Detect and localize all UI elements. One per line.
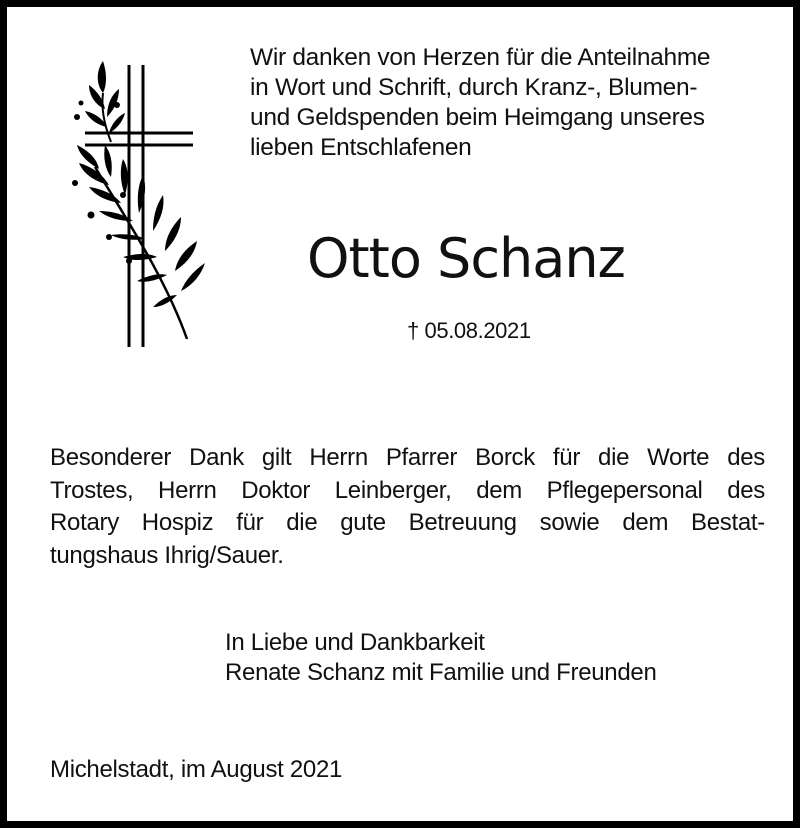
intro-line: und Geldspenden beim Heimgang unseres	[250, 104, 705, 131]
signature-block	[225, 628, 657, 688]
intro-line: lieben Entschlafenen	[250, 134, 472, 161]
gratitude-line: Rotary Hospiz für die gute Betreuung sowie dem Bestat-	[50, 509, 765, 536]
gratitude-line: tungshaus Ihrig/Sauer.	[50, 541, 284, 569]
gratitude-paragraph	[50, 442, 765, 572]
death-date: † 05.08.2021	[407, 318, 531, 343]
signature-names: Renate Schanz mit Familie und Freunden	[225, 659, 657, 686]
place-and-date: Michelstadt, im August 2021	[50, 756, 343, 783]
intro-line: in Wort und Schrift, durch Kranz-, Blumen-	[250, 74, 698, 101]
signature-closing: In Liebe und Dankbarkeit	[225, 629, 485, 656]
thanks-intro	[250, 43, 770, 163]
gratitude-line: Trostes, Herrn Doktor Leinberger, dem Pflegepersonal des	[50, 476, 765, 504]
gratitude-line: Besonderer Dank gilt Herrn Pfarrer Borck für die Worte des	[50, 444, 765, 471]
cross-with-olive-branch-icon	[65, 57, 215, 352]
intro-line: Wir danken von Herzen für die Anteilnahme	[250, 44, 711, 71]
deceased-name: Otto Schanz	[307, 227, 625, 290]
